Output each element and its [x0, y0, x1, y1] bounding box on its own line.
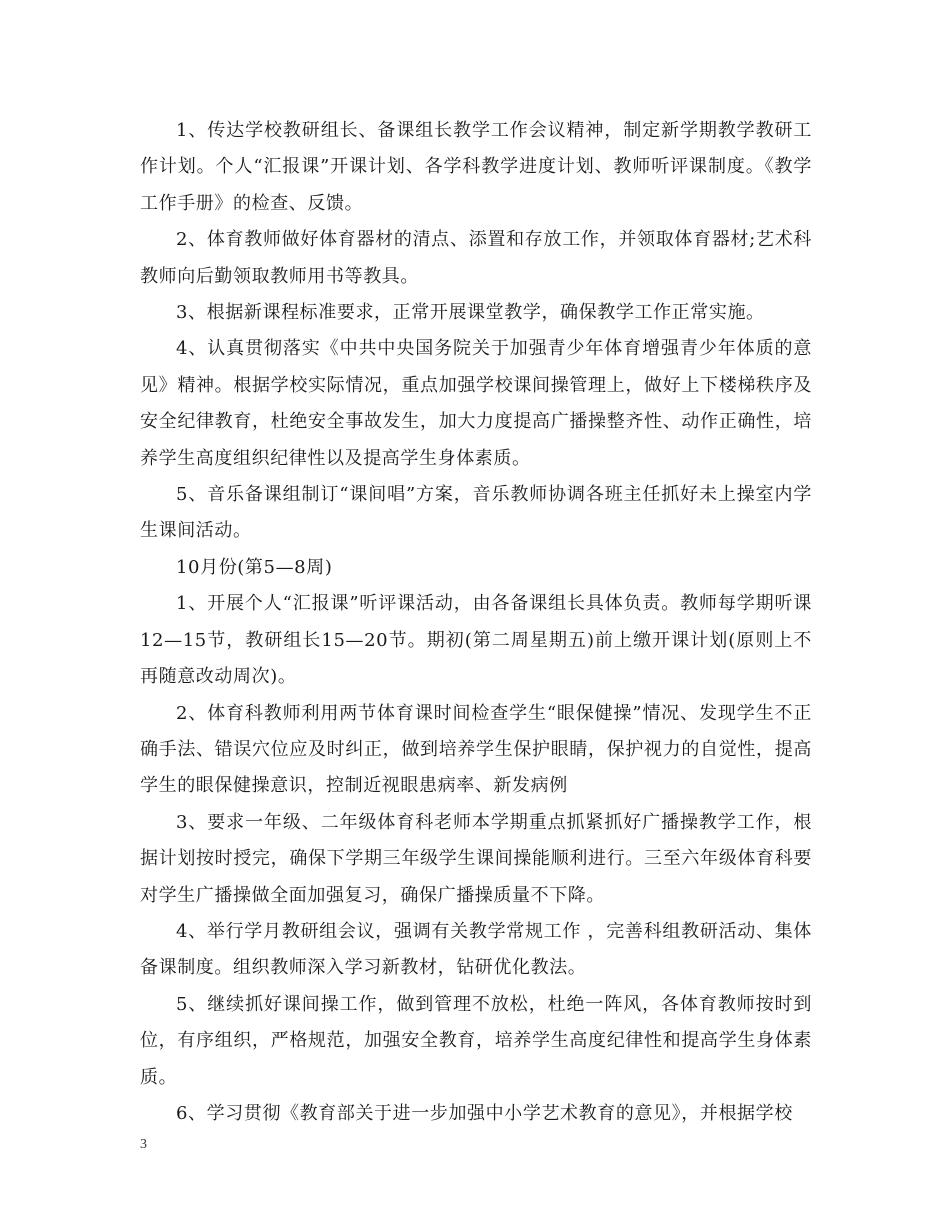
paragraph-9: 4、举行学月教研组会议，强调有关教学常规工作 ，完善科组教研活动、集体备课制度。组织教师深入学习新教材，钻研优化教法。 — [140, 920, 812, 979]
paragraph-5: 5、音乐备课组制订“课间唱”方案，音乐教师协调各班主任抓好未上操室内学生课间活动。 — [140, 484, 812, 542]
page-number: 3 — [140, 1137, 147, 1152]
paragraph-10: 5、继续抓好课间操工作，做到管理不放松，杜绝一阵风，各体育教师按时到位，有序组织，严格规范，加强安全教育，培养学生高度纪律性和提高学生身体素质。 — [140, 993, 812, 1088]
paragraph-2: 2、体育教师做好体育器材的清点、添置和存放工作，并领取体育器材;艺术科教师向后勤领取教师用书等教具。 — [140, 229, 812, 287]
paragraph-8: 3、要求一年级、二年级体育科老师本学期重点抓紧抓好广播操教学工作，根据计划按时授完，确保下学期三年级学生课间操能顺利进行。三至六年级体育科要对学生广播操做全面加强复习，确保广播操质量不下降。 — [140, 811, 812, 906]
paragraph-6: 1、开展个人“汇报课”听评课活动，由各备课组长具体负责。教师每学期听课12—15节，教研组长15—20节。期初(第二周星期五)前上缴开课计划(原则上不再随意改动周次)。 — [140, 593, 812, 688]
document-body — [140, 113, 812, 1132]
paragraph-7: 2、体育科教师利用两节体育课时间检查学生“眼保健操”情况、发现学生不正确手法、错误穴位应及时纠正，做到培养学生保护眼睛，保护视力的自觉性，提高学生的眼保健操意识，控制近视眼患病率、新发病例 — [140, 702, 812, 797]
paragraph-3: 3、根据新课程标准要求，正常开展课堂教学，确保教学工作正常实施。 — [176, 302, 765, 324]
paragraph-1: 1、传达学校教研组长、备课组长教学工作会议精神，制定新学期教学教研工作计划。个人“汇报课”开课计划、各学科教学进度计划、教师听评课制度。《教学工作手册》的检查、反馈。 — [140, 120, 812, 214]
paragraph-11: 6、学习贯彻《教育部关于进一步加强中小学艺术教育的意见》，并根据学校 — [176, 1102, 793, 1124]
section-heading-october: 10月份(第5—8周) — [176, 556, 333, 578]
paragraph-4: 4、认真贯彻落实《中共中央国务院关于加强青少年体育增强青少年体质的意见》精神。根据学校实际情况，重点加强学校课间操管理上，做好上下楼梯秩序及安全纪律教育，杜绝安全事故发生，加大力度提高广播操整齐性、动作正确性，培养学生高度组织纪律性以及提高学生身体素质。 — [140, 338, 812, 469]
